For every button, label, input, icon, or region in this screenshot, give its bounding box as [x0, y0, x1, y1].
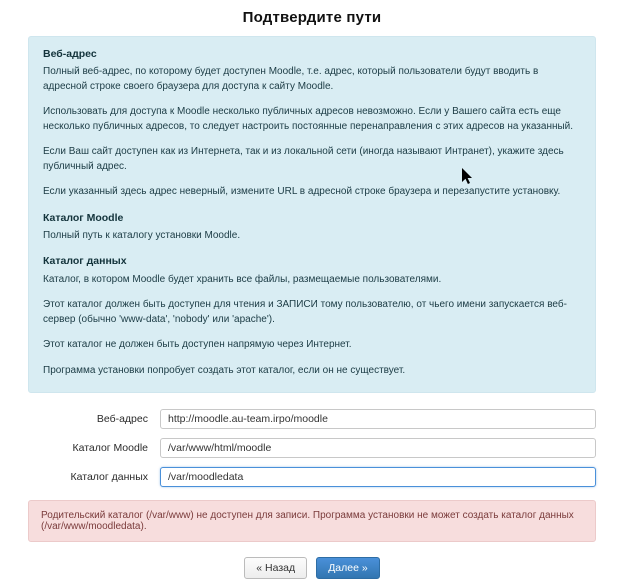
info-heading-data-dir: Каталог данных — [43, 255, 127, 268]
form-row-moodle-dir — [28, 438, 596, 458]
paths-form — [28, 409, 596, 487]
form-row-web-address — [28, 409, 596, 429]
next-button[interactable]: Далее » — [316, 557, 380, 579]
install-page — [0, 9, 624, 575]
info-text-web-address-3: Если Ваш сайт доступен как из Интернета, так и из локальной сети (иногда называют Интранет), укажите здесь публичный адрес. — [43, 146, 564, 172]
label-web-address: Веб-адрес — [96, 413, 148, 426]
info-text-web-address-2: Использовать для доступа к Moodle несколько публичных адресов невозможно. Если у Вашего сайта есть еще несколько публичных адресов, то следует настроить постоянные перенаправления с этих адресов на указанный. — [43, 106, 574, 132]
info-text-moodle-dir-1: Полный путь к каталогу установки Moodle. — [43, 229, 241, 241]
form-row-data-dir — [28, 467, 596, 487]
info-panel — [28, 36, 596, 393]
label-moodle-dir: Каталог Moodle — [72, 442, 148, 455]
error-alert: Родительский каталог (/var/www) не доступен для записи. Программа установки не может создать каталог данных (/var/www/moodledata). — [28, 500, 596, 542]
info-text-data-dir-1: Каталог, в котором Moodle будет хранить все файлы, размещаемые пользователями. — [43, 273, 442, 285]
back-button[interactable]: « Назад — [244, 557, 307, 579]
info-text-data-dir-4: Программа установки попробует создать этот каталог, если он не существует. — [43, 364, 406, 376]
page-title: Подтвердите пути — [242, 9, 382, 26]
info-heading-web-address: Веб-адрес — [43, 48, 97, 60]
input-moodle-dir[interactable] — [160, 438, 596, 458]
button-row — [0, 557, 624, 579]
info-text-data-dir-3: Этот каталог не должен быть доступен напрямую через Интернет. — [43, 339, 352, 351]
input-data-dir[interactable] — [160, 467, 596, 487]
info-text-web-address-1: Полный веб-адрес, по которому будет доступен Moodle, т.е. адрес, который пользователи будут вводить в адресной строке своего браузера для доступа к сайту Moodle. — [43, 66, 539, 92]
info-text-web-address-4: Если указанный здесь адрес неверный, измените URL в адресной строке браузера и перезапустите установку. — [43, 186, 561, 198]
input-web-address[interactable] — [160, 409, 596, 429]
info-heading-moodle-dir: Каталог Moodle — [43, 211, 124, 224]
label-data-dir: Каталог данных — [70, 471, 148, 484]
info-text-data-dir-2: Этот каталог должен быть доступен для чтения и ЗАПИСИ тому пользователю, от чьего имени запускается веб-сервер (обычно 'www-data', 'nobody' или 'apache'). — [43, 299, 567, 325]
